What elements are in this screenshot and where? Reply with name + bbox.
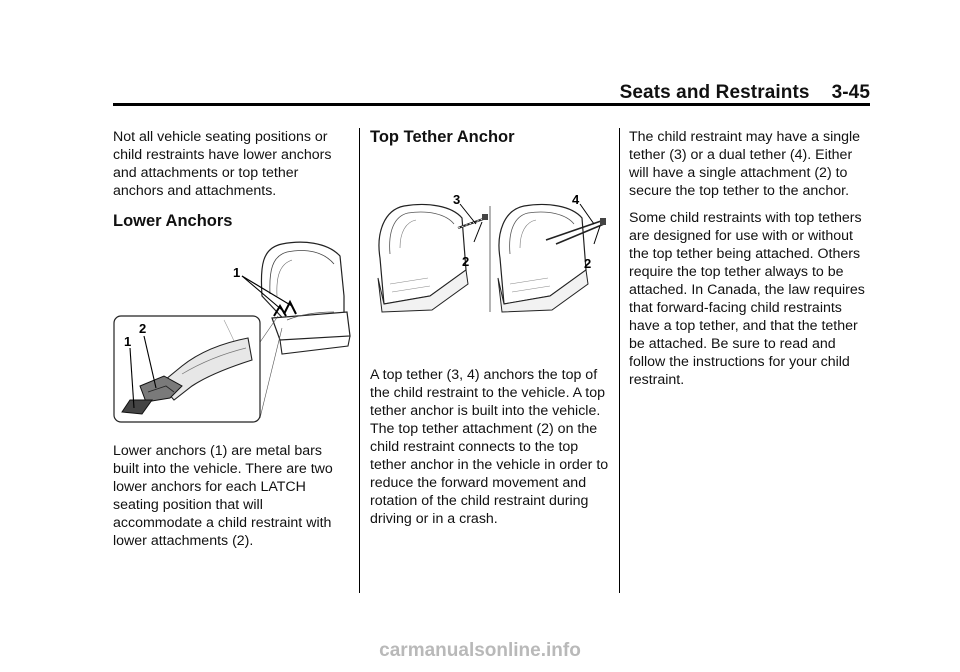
column-divider-right (619, 128, 620, 593)
top-tether-illustration (370, 188, 612, 316)
label-2-single: 2 (462, 254, 470, 269)
lower-anchors-paragraph: Lower anchors (1) are metal bars built into the vehicle. There are two lower anchors for each LATCH seating position that will accommodate a child restraint with lower attachments (2). (113, 443, 333, 549)
section-title: Seats and Restraints (619, 82, 810, 103)
header-rule (113, 103, 870, 106)
label-4: 4 (572, 192, 580, 207)
callout-1-inset: 1 (124, 334, 132, 349)
tether-type-paragraph: The child restraint may have a single tether (3) or a dual tether (4). Either will have a single attachment (2) to secure the top tether to the anchor. (629, 129, 861, 199)
callout-2-inset: 2 (139, 321, 147, 336)
top-tether-paragraph: A top tether (3, 4) anchors the top of the child restraint to the vehicle. A top tether anchor is built into the vehicle. The top tether attachment (2) on the child restraint connects to the top tether anchor in the vehicle in order to reduce the forward movement and rotation of the child restraint during driving or in a crash. (370, 367, 609, 527)
lower-anchors-illustration (112, 236, 352, 428)
column-1-body (113, 442, 349, 559)
label-2-dual: 2 (584, 256, 592, 271)
callout-1-top: 1 (233, 265, 241, 280)
label-3: 3 (453, 192, 461, 207)
column-1 (113, 128, 349, 230)
column-3 (629, 128, 869, 398)
page-header (620, 82, 870, 104)
column-divider-left (359, 128, 360, 593)
intro-paragraph: Not all vehicle seating positions or child restraints have lower anchors and attachments or top tether anchors and attachments. (113, 129, 332, 199)
page-number: 3-45 (831, 82, 870, 103)
column-2-body (370, 366, 610, 537)
lower-anchors-heading: Lower Anchors (113, 212, 233, 230)
top-tether-heading: Top Tether Anchor (370, 128, 515, 146)
watermark: carmanualsonline.info (379, 640, 581, 661)
column-2-heading-block (370, 128, 610, 146)
tether-requirement-paragraph: Some child restraints with top tethers are designed for use with or without the top tether being attached. Others require the top tether always to be attached. In Canada, the law requires that forward-facing child restraints have a top tether, and that the tether be attached. Be sure to read and follow the instructions for your child restraint. (629, 210, 865, 388)
